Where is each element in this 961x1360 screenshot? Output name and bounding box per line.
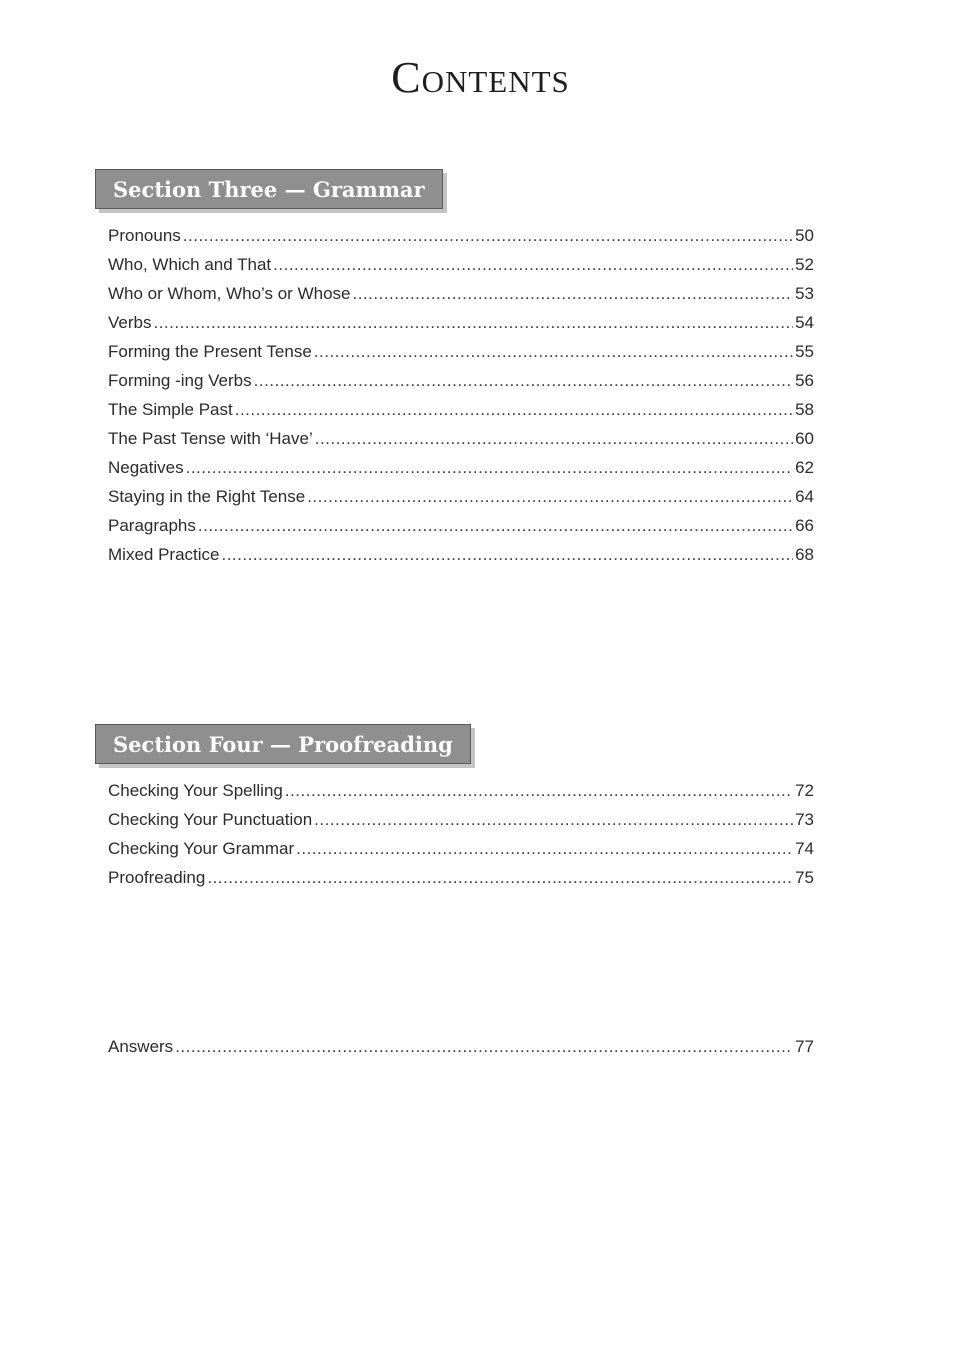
toc-entry-label: Pronouns [108, 226, 181, 245]
dot-leader [307, 487, 793, 507]
toc-entry-page: 54 [795, 313, 814, 332]
toc-entry-page: 74 [795, 839, 814, 858]
toc-entry-page: 66 [795, 516, 814, 535]
toc-entry-label: Negatives [108, 458, 184, 477]
section-four-toc [108, 781, 814, 897]
toc-entry[interactable] [108, 255, 814, 284]
dot-leader [314, 810, 793, 830]
toc-entry[interactable] [108, 342, 814, 371]
page-title: Contents [391, 53, 570, 102]
toc-entry-label: Staying in the Right Tense [108, 487, 306, 506]
toc-entry-page: 75 [795, 868, 814, 887]
dot-leader [273, 255, 793, 275]
dot-leader [235, 400, 793, 420]
section-three-heading: Section Three — Grammar [95, 169, 443, 209]
toc-entry[interactable] [108, 400, 814, 429]
toc-entry-label: Verbs [108, 313, 152, 332]
toc-entry[interactable] [108, 429, 814, 458]
toc-entry-label: Answers [108, 1037, 174, 1056]
toc-entry-label: Checking Your Spelling [108, 781, 283, 800]
toc-entry-label: Forming -ing Verbs [108, 371, 252, 390]
dot-leader [352, 284, 793, 304]
toc-entry-label: Mixed Practice [108, 545, 220, 564]
toc-entry-answers[interactable] [108, 1037, 814, 1066]
toc-entry[interactable] [108, 839, 814, 868]
dot-leader [314, 342, 793, 362]
toc-entry-page: 58 [795, 400, 814, 419]
toc-entry-label: Who, Which and That [108, 255, 272, 274]
toc-entry-page: 62 [795, 458, 814, 477]
dot-leader [221, 545, 793, 565]
toc-entry-page: 72 [795, 781, 814, 800]
toc-entry-label: Who or Whom, Who’s or Whose [108, 284, 351, 303]
dot-leader [198, 516, 793, 536]
dot-leader [186, 458, 793, 478]
toc-entry-page: 50 [795, 226, 814, 245]
toc-entry[interactable] [108, 810, 814, 839]
toc-entry[interactable] [108, 313, 814, 342]
dot-leader [183, 226, 793, 246]
toc-entry[interactable] [108, 516, 814, 545]
dot-leader [254, 371, 793, 391]
toc-entry[interactable] [108, 226, 814, 255]
toc-entry-page: 64 [795, 487, 814, 506]
toc-entry-label: Checking Your Punctuation [108, 810, 313, 829]
toc-entry[interactable] [108, 781, 814, 810]
toc-entry-page: 73 [795, 810, 814, 829]
toc-entry-page: 55 [795, 342, 814, 361]
toc-entry[interactable] [108, 458, 814, 487]
dot-leader [296, 839, 793, 859]
dot-leader [207, 868, 793, 888]
toc-entry-label: Paragraphs [108, 516, 196, 535]
answers-toc [108, 1037, 814, 1066]
toc-entry-page: 77 [795, 1037, 814, 1056]
toc-entry-page: 53 [795, 284, 814, 303]
toc-entry-page: 56 [795, 371, 814, 390]
toc-entry-page: 68 [795, 545, 814, 564]
section-three-toc [108, 226, 814, 574]
toc-entry[interactable] [108, 284, 814, 313]
toc-entry-label: Forming the Present Tense [108, 342, 312, 361]
toc-entry[interactable] [108, 545, 814, 574]
dot-leader [285, 781, 793, 801]
dot-leader [153, 313, 793, 333]
section-four-heading: Section Four — Proofreading [95, 724, 471, 764]
dot-leader [315, 429, 793, 449]
toc-entry[interactable] [108, 371, 814, 400]
toc-entry[interactable] [108, 868, 814, 897]
dot-leader [175, 1037, 793, 1057]
toc-entry-label: The Past Tense with ‘Have’ [108, 429, 313, 448]
toc-entry-label: Checking Your Grammar [108, 839, 295, 858]
toc-entry-label: The Simple Past [108, 400, 233, 419]
toc-entry-page: 52 [795, 255, 814, 274]
toc-entry-page: 60 [795, 429, 814, 448]
toc-entry[interactable] [108, 487, 814, 516]
toc-entry-label: Proofreading [108, 868, 206, 887]
